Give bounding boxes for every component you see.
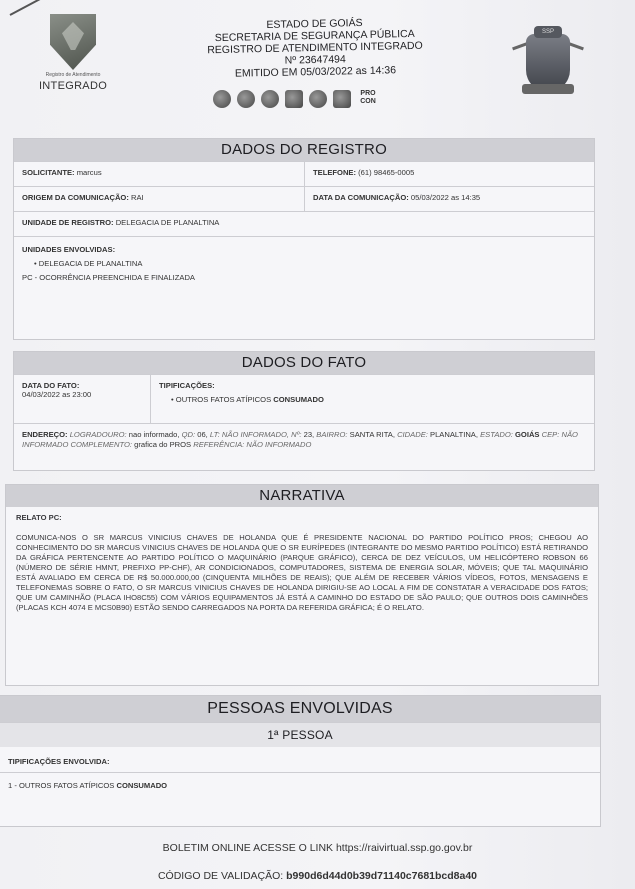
shield-icon xyxy=(50,14,96,70)
civil-police-badge-icon xyxy=(237,90,255,108)
registry-number: Nº 23647494 xyxy=(284,53,346,67)
section-title: DADOS DO FATO xyxy=(14,352,594,374)
pessoa-tipificacao-cell xyxy=(0,773,175,796)
validation-code xyxy=(0,870,635,882)
data-fato-label: DATA DO FATO: xyxy=(22,381,80,390)
pessoa-tipificacao-text: 1 - OUTROS FATOS ATÍPICOS xyxy=(8,781,115,790)
tipificacao-text: OUTROS FATOS ATÍPICOS xyxy=(175,395,272,404)
tipificacoes-cell xyxy=(151,375,332,423)
logradouro-label: LOGRADOURO: xyxy=(69,430,127,439)
unidades-envolvidas-cell xyxy=(14,237,203,291)
endereco-cell xyxy=(14,424,594,456)
validation-code-value: b990d6d44d0b39d71140c7681bcd8a40 xyxy=(286,870,478,882)
origem-label: ORIGEM DA COMUNICAÇÃO: xyxy=(22,193,129,202)
procon-badge: PRO CON xyxy=(360,90,376,105)
cep-value: NÃO INFORMADO xyxy=(22,430,578,449)
pc-status: PC - OCORRÊNCIA PREENCHIDA E FINALIZADA xyxy=(22,273,195,282)
unidades-envolvidas-label: UNIDADES ENVOLVIDAS: xyxy=(22,245,116,254)
row-unidade xyxy=(14,211,594,236)
rai-logo xyxy=(38,14,108,94)
complemento-value: grafica do PROS xyxy=(134,440,192,449)
complemento-label: COMPLEMENTO: xyxy=(70,440,132,449)
row-data-tipificacao xyxy=(14,374,594,423)
origem-value: RAI xyxy=(131,193,144,202)
origem-cell xyxy=(14,187,305,211)
lt-label: LT: xyxy=(209,430,220,439)
data-fato-cell xyxy=(14,375,151,423)
unidade-envolvida-item: • DELEGACIA DE PLANALTINA xyxy=(34,259,143,268)
solicitante-label: SOLICITANTE: xyxy=(22,168,75,177)
relato-text: COMUNICA-NOS O SR MARCUS VINICIUS CHAVES DE HOLANDA QUE É PRESIDENTE NACIONAL DO PARTIDO POLÍTICO PROS; CHEGOU AO CONHECIMENTO DO SR MARCUS VINICIUS CHAVES DE HOLANDA QUE O SR EURÍPEDES (INTEGRANTE DO MESMO PARTIDO POLÍTICO) ESTÁ RETIRANDO DA GRÁFICA PERTENCENTE AO PARTIDO POLÍTICO O MAQUINÁRIO (PARQUE GRÁFICO), CERCA DE DEZ VEÍCULOS, UM HELICÓPTERO ROBSON 66 (NÚMERO DE SÉRIE HMNT, PREFIXO PP-CHF), AR CONDICIONADOS, COMPUTADORES, SISTEMA DE ENERGIA SOLAR, MÓVEIS; QUE TAL MAQUINÁRIO ESTÁ AVALIADO EM CERCA DE R$ 50.000.000,00 (CINQUENTA MILHÕES DE REAIS); QUE ALÉM DE RECEBER VÁRIOS VÍDEOS, FOTOS, MENSAGENS E TELEFONEMAS SOBRE O FATO, O SR MARCUS VINICIUS CHAVES DE HOLANDA DIRIGIU-SE AO LOCAL A FIM DE CONSTATAR A VERACIDADE DOS FATOS; QUE UM CAMINHÃO (PLACA IHO8C55) COM VÁRIOS EQUIPAMENTOS JÁ ESTÁ A CAMINHO DO ESTADO DE SÃO PAULO; QUE OUTROS DOIS CAMINHÕES (PLACAS KCH 4074 E MCS0B90) ESTÃO SENDO CARREGADOS NA PORTA DA REFERIDA GRÁFICA; É O RELATO. xyxy=(16,533,588,612)
logo-subtitle: Registro de Atendimento xyxy=(45,72,101,78)
data-comunicacao-label: DATA DA COMUNICAÇÃO: xyxy=(313,193,409,202)
data-comunicacao-cell xyxy=(305,187,488,211)
document-header xyxy=(0,0,635,130)
police-badge-icon xyxy=(213,90,231,108)
registry-name: REGISTRO DE ATENDIMENTO INTEGRADO xyxy=(207,39,423,57)
referencia-label: REFERÊNCIA: xyxy=(193,440,245,449)
fire-dept-badge-icon xyxy=(261,90,279,108)
agency-badges xyxy=(213,90,379,108)
ssp-crest xyxy=(512,26,584,106)
logradouro-value: nao informado, xyxy=(128,430,180,439)
cidade-label: CIDADE: xyxy=(397,430,428,439)
row-origem xyxy=(14,186,594,211)
data-fato-value: 04/03/2022 as 23:00 xyxy=(22,390,92,399)
narrativa-body xyxy=(6,507,598,619)
referencia-value: NÃO INFORMADO xyxy=(246,440,312,449)
section-title: DADOS DO REGISTRO xyxy=(14,139,594,161)
bairro-value: SANTA RITA, xyxy=(349,430,395,439)
numero-label: Nº: xyxy=(291,430,302,439)
cep-label: CEP: xyxy=(541,430,560,439)
unidade-value: DELEGACIA DE PLANALTINA xyxy=(115,218,220,227)
tipificacoes-label: TIPIFICAÇÕES: xyxy=(159,381,215,390)
row-endereco xyxy=(14,423,594,456)
solicitante-value: marcus xyxy=(76,168,102,177)
telefone-cell xyxy=(305,162,422,186)
numero-value: 23, xyxy=(303,430,315,439)
validation-code-label: CÓDIGO DE VALIDAÇÃO: xyxy=(157,870,284,882)
telefone-value: (61) 98465-0005 xyxy=(358,168,415,177)
state-name: ESTADO DE GOIÁS xyxy=(266,17,363,32)
crest-ribbon-icon xyxy=(522,84,574,94)
dados-registro-section xyxy=(13,138,595,340)
pen-mark xyxy=(10,0,41,16)
estado-label: ESTADO: xyxy=(480,430,513,439)
row-solicitante xyxy=(14,161,594,186)
pessoa-tipificacao-status: CONSUMADO xyxy=(116,781,168,790)
endereco-label: ENDEREÇO: xyxy=(22,430,68,439)
relato-label: RELATO PC: xyxy=(16,513,62,522)
tipificacoes-envolvida-text: TIPIFICAÇÕES ENVOLVIDA: xyxy=(8,757,110,766)
issued-date: EMITIDO EM 05/03/2022 as 14:36 xyxy=(234,64,397,80)
unidade-cell xyxy=(14,212,227,236)
tipificacao-status: CONSUMADO xyxy=(273,395,324,404)
boletim-link-text: BOLETIM ONLINE ACESSE O LINK https://raivirtual.ssp.go.gov.br xyxy=(162,842,473,854)
tipificacoes-envolvida-label xyxy=(0,747,600,772)
section-title: NARRATIVA xyxy=(6,485,598,507)
header-title-block xyxy=(179,15,450,81)
detran-badge-icon xyxy=(333,90,351,108)
section-title: PESSOAS ENVOLVIDAS xyxy=(0,696,600,722)
secretariat-name: SECRETARIA DE SEGURANÇA PÚBLICA xyxy=(214,27,415,45)
unidade-label: UNIDADE DE REGISTRO: xyxy=(22,218,114,227)
tipificacao-item: • OUTROS FATOS ATÍPICOS CONSUMADO xyxy=(171,395,324,404)
wings-badge-icon xyxy=(285,90,303,108)
logo-title: INTEGRADO xyxy=(38,80,108,92)
pessoa-subtitle: 1ª PESSOA xyxy=(0,722,600,747)
telefone-label: TELEFONE: xyxy=(313,168,357,177)
forensics-badge-icon xyxy=(309,90,327,108)
pessoas-section xyxy=(0,695,601,827)
crest-label: SSP xyxy=(534,26,562,38)
lt-value: NÃO INFORMADO, xyxy=(221,430,289,439)
bairro-label: BAIRRO: xyxy=(316,430,348,439)
dados-fato-section xyxy=(13,351,595,471)
cidade-value: PLANALTINA, xyxy=(430,430,478,439)
qd-value: 06, xyxy=(197,430,208,439)
data-comunicacao-value: 05/03/2022 as 14:35 xyxy=(410,193,481,202)
pessoa-tipificacao-row xyxy=(0,772,600,796)
qd-label: QD: xyxy=(181,430,196,439)
row-unidades-envolvidas xyxy=(14,236,594,291)
unidade-envolvida-text: DELEGACIA DE PLANALTINA xyxy=(38,259,143,268)
estado-value: GOIÁS xyxy=(515,430,540,439)
narrativa-section xyxy=(5,484,599,686)
solicitante-cell xyxy=(14,162,305,186)
